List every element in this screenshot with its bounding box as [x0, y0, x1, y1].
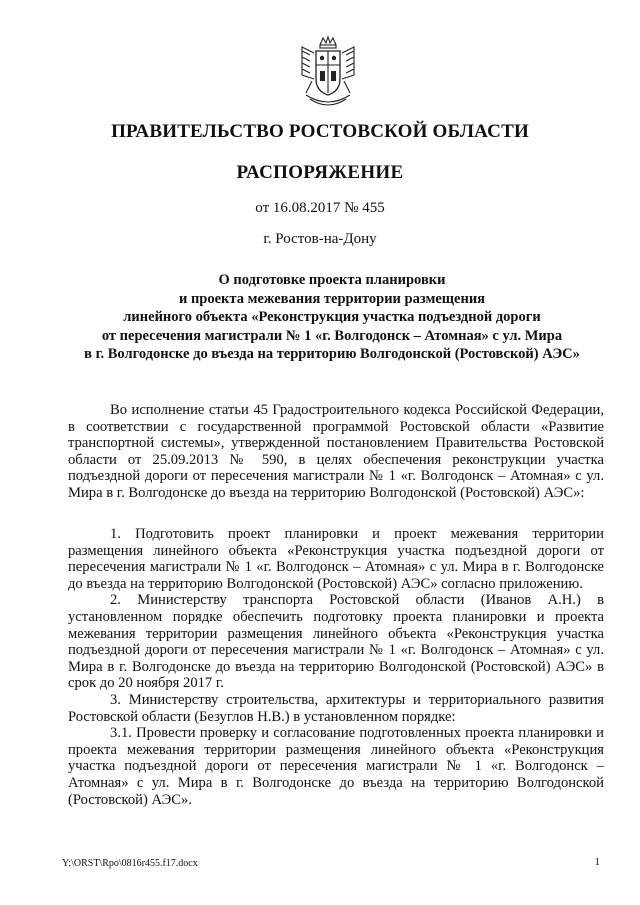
subject-line: в г. Волгодонске до въезда на территорию Волгодонской (Ростовской) АЭС» [84, 346, 580, 363]
organization-title: ПРАВИТЕЛЬСТВО РОСТОВСКОЙ ОБЛАСТИ [111, 121, 529, 142]
file-path-footer: Y:\ORST\Rpo\0816r455.f17.docx [62, 858, 198, 869]
item-1-paragraph: 1. Подготовить проект планировки и проект межевания территории размещения линейного объекта «Реконструкция участка подъездной дороги от пересечения магистрали № 1 «г. Волгодонск – Атомная» с ул. Мира в г. Волгодонске до въезда на территорию Волгодонской (Ростовской) АЭС» согласно приложению. [68, 526, 604, 592]
item-2-paragraph: 2. Министерству транспорта Ростовской области (Иванов А.Н.) в установленном порядке обеспечить подготовку проекта планировки и проекта межевания территории размещения линейного объекта «Реконструкция участка подъездной дороги от пересечения магистрали № 1 «г. Волгодонск – Атомная» с ул. Мира в г. Волгодонске до въезда на территорию Волгодонской (Ростовской) АЭС» в срок до 20 ноября 2017 г. [68, 592, 604, 692]
items-block [68, 526, 604, 808]
document-type-title: РАСПОРЯЖЕНИЕ [236, 162, 404, 183]
subject-line: и проекта межевания территории размещения [178, 290, 486, 307]
page-number: 1 [594, 856, 600, 868]
intro-paragraph: Во исполнение статьи 45 Градостроительного кодекса Российской Федерации, в соответствии с государственной программой Ростовской области «Развитие транспортной системы», утвержденной постановлением Правительства Ростовской области от 25.09.2013 № 590, в целях обеспечения реконструкции участка подъездной дороги от пересечения магистрали № 1 «г. Волгодонск – Атомная» с ул. Мира в г. Волгодонске до въезда на территорию Волгодонской (Ростовской) АЭС»: [68, 402, 604, 501]
subject-line: от пересечения магистрали № 1 «г. Волгодонск – Атомная» с ул. Мира [101, 327, 563, 344]
document-subject [62, 271, 602, 364]
item-3-1-paragraph: 3.1. Провести проверку и согласование подготовленных проекта планировки и проекта межевания территории размещения линейного объекта «Реконструкция участка подъездной дороги от пересечения магистрали № 1 «г. Волгодонск – Атомная» с ул. Мира в г. Волгодонске до въезда на территорию Волгодонской (Ростовской) АЭС». [68, 725, 604, 808]
subject-line: О подготовке проекта планировки [218, 272, 446, 288]
item-3-paragraph: 3. Министерству строительства, архитектуры и территориального развития Ростовской области (Безуглов Н.В.) в установленном порядке: [68, 691, 604, 725]
coat-of-arms-icon [298, 35, 358, 113]
intro-paragraph-block [68, 402, 604, 502]
city-line: г. Ростов-на-Дону [263, 231, 377, 247]
subject-line: линейного объекта «Реконструкция участка подъездной дороги [123, 309, 541, 326]
date-number: от 16.08.2017 № 455 [255, 200, 385, 216]
